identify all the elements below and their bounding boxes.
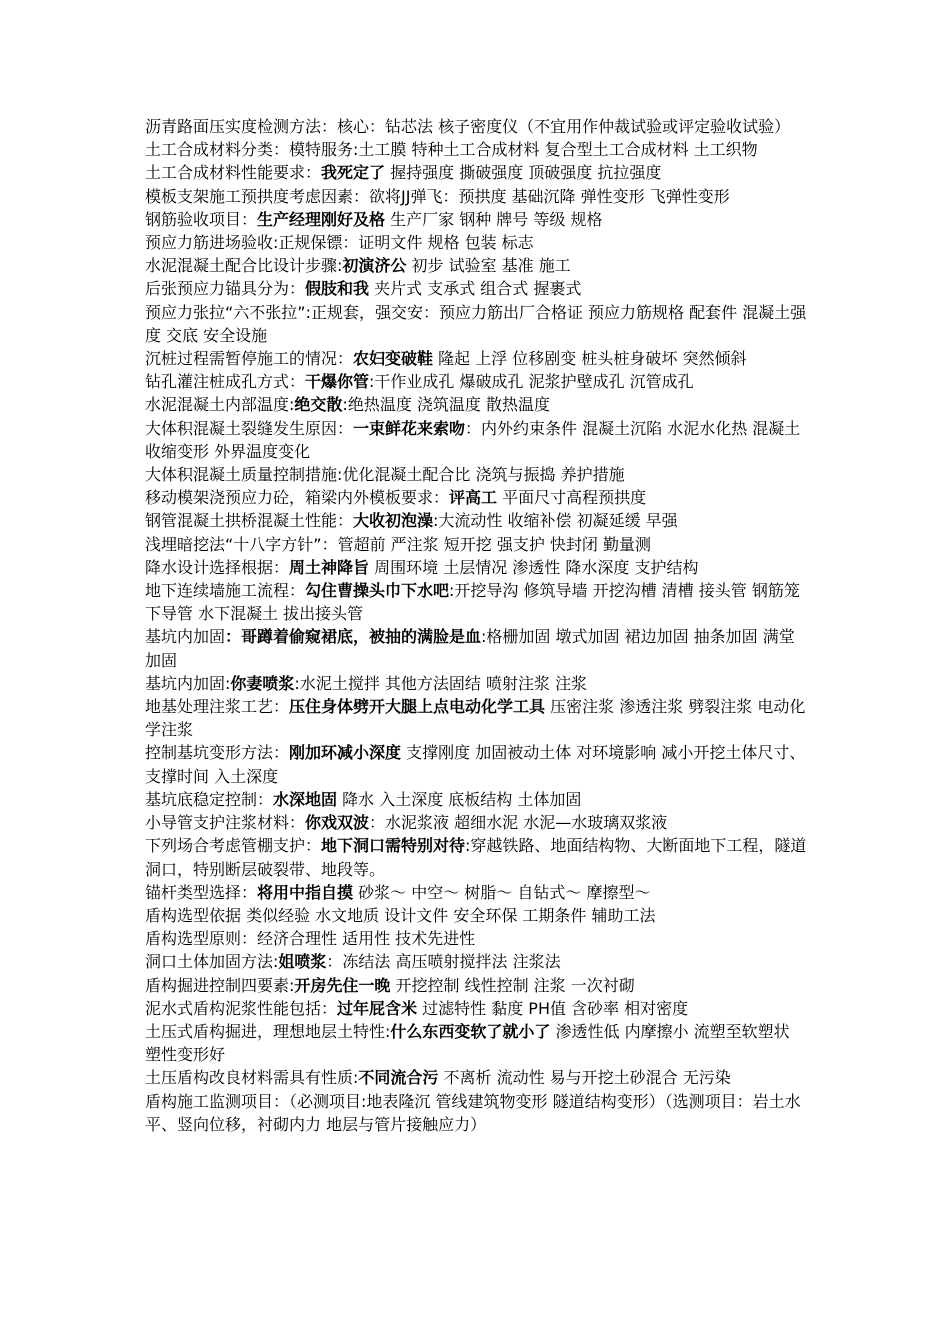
note-text: 基坑内加固 [145, 627, 226, 647]
note-text: 后张预应力锚具分为： [145, 279, 306, 299]
note-text: :大流动性 收缩补偿 初凝延缓 早强 [433, 511, 678, 531]
note-text: 大体积混凝土质量控制措施:优化混凝土配合比 浇筑与振捣 养护措施 [145, 465, 625, 485]
mnemonic-keyword: 将用中指自摸 [257, 882, 354, 902]
mnemonic-keyword: 农妇变破鞋 [353, 349, 434, 369]
note-line [145, 672, 810, 695]
mnemonic-keyword: 姐喷浆 [278, 952, 327, 972]
note-line [145, 301, 810, 347]
note-line [145, 138, 810, 161]
mnemonic-keyword: 地下洞口需特别对待 [321, 836, 466, 856]
note-line [145, 834, 810, 880]
note-text: 隆起 上浮 位移剧变 桩头桩身破坏 突然倾斜 [433, 349, 747, 369]
note-text: 沉桩过程需暂停施工的情况： [145, 349, 354, 369]
note-text: 降水 入土深度 底板结构 土体加固 [337, 789, 582, 809]
note-text: :绝热温度 浇筑温度 散热温度 [342, 395, 550, 415]
mnemonic-keyword: 我死定了 [321, 163, 386, 183]
note-text: 周围环境 土层情况 渗透性 降水深度 支护结构 [369, 557, 699, 577]
note-text: :开挖导沟 修筑导墙 开挖沟槽 清槽 接头管 钢筋笼 下导管 水下混凝土 拔出接头管 [145, 581, 800, 624]
note-line [145, 579, 810, 625]
mnemonic-keyword: 水深地固 [273, 789, 338, 809]
note-line [145, 788, 810, 811]
mnemonic-keyword: 不同流合污 [358, 1068, 439, 1088]
note-line [145, 1020, 810, 1066]
note-text: 降水设计选择根据： [145, 557, 290, 577]
note-text: 平面尺寸高程预拱度 [497, 488, 647, 508]
mnemonic-keyword: 压住身体劈开大腿上点电动化学工具 [289, 697, 546, 717]
note-text: 水泥混凝土内部温度: [145, 395, 295, 415]
note-line [145, 950, 810, 973]
note-text: ：冻结法 高压喷射搅拌法 注浆法 [326, 952, 561, 972]
note-text: 过滤特性 黏度 PH值 含砂率 相对密度 [417, 998, 689, 1018]
mnemonic-keyword: 什么东西变软了就小了 [390, 1021, 551, 1041]
mnemonic-keyword: 你戏双波 [305, 813, 370, 833]
note-text: 泥水式盾构泥浆性能包括： [145, 998, 338, 1018]
note-text: 渗透性低 内摩擦小 流塑至软塑状 塑性变形好 [145, 1021, 790, 1065]
notes-list [145, 115, 810, 1136]
note-line [145, 277, 810, 300]
note-text: 沥青路面压实度检测方法：核心：钻芯法 核子密度仪（不宜用作仲裁试验或评定验收试验） [145, 117, 791, 136]
note-line [145, 556, 810, 579]
note-line [145, 997, 810, 1020]
note-text: ：内外约束条件 混凝土沉陷 水泥水化热 混凝土收缩变形 外界温度变化 [145, 418, 801, 461]
mnemonic-keyword: 刚加环减小深度 [289, 743, 402, 763]
note-line [145, 417, 810, 463]
note-text: 初步 试验室 基准 施工 [406, 256, 571, 276]
note-line [145, 463, 810, 486]
mnemonic-keyword: 干爆你管 [305, 372, 370, 392]
note-text: 预应力筋进场验收:正规保镖：证明文件 规格 包装 标志 [145, 233, 534, 253]
note-text: 土工合成材料性能要求： [145, 163, 322, 183]
note-text: 压密注浆 渗透注浆 劈裂注浆 电动化学注浆 [145, 697, 806, 740]
note-line [145, 486, 810, 509]
note-line [145, 347, 810, 370]
note-text: 支撑刚度 加固被动土体 对环境影响 减小开挖土体尺寸、 支撑时间 入土深度 [145, 743, 806, 786]
note-text: 盾构选型原则：经济合理性 适用性 技术先进性 [145, 929, 476, 949]
note-text: 开挖控制 线性控制 注浆 一次衬砌 [390, 975, 635, 995]
note-line [145, 1066, 810, 1089]
mnemonic-keyword: 开房先住一晚 [294, 975, 391, 995]
note-line [145, 811, 810, 834]
mnemonic-keyword: 大收初泡澡 [353, 511, 434, 531]
mnemonic-keyword: 过年屁含米 [337, 998, 418, 1018]
note-text: 钢筋验收项目： [145, 209, 258, 229]
note-line [145, 695, 810, 741]
note-text: 地基处理注浆工艺： [145, 697, 290, 717]
note-line [145, 881, 810, 904]
note-text: 移动模架浇预应力砼，箱梁内外模板要求： [145, 488, 450, 508]
mnemonic-keyword: 初演济公 [342, 256, 407, 276]
note-text: 控制基坑变形方法： [145, 743, 290, 763]
note-text: 钻孔灌注桩成孔方式： [145, 372, 306, 392]
note-text: ：水泥浆液 超细水泥 水泥—水玻璃双浆液 [369, 813, 668, 833]
note-line [145, 904, 810, 927]
note-text: 地下连续墙施工流程： [145, 581, 306, 601]
note-text: 盾构施工监测项目：（必测项目:地表隆沉 管线建筑物变形 隧道结构变形）（选测项目：岩土水平、竖向位移，衬砌内力 地层与管片接触应力） [145, 1091, 801, 1134]
note-text: 小导管支护注浆材料： [145, 813, 306, 833]
note-text: 浅埋暗挖法“十八字方针”：管超前 严注浆 短开挖 强支护 快封闭 勤量测 [145, 534, 652, 554]
note-line [145, 741, 810, 787]
note-line [145, 974, 810, 997]
mnemonic-keyword: ：哥蹲着偷窥裙底，被抽的满脸是血 [225, 627, 482, 647]
note-line [145, 509, 810, 532]
note-line [145, 533, 810, 556]
note-text: 大体积混凝土裂缝发生原因： [145, 418, 354, 438]
note-line [145, 208, 810, 231]
note-line [145, 1090, 810, 1136]
note-text: :水泥土搅拌 其他方法固结 喷射注浆 注浆 [294, 673, 588, 693]
note-text: 不离析 流动性 易与开挖土砂混合 无污染 [438, 1068, 731, 1088]
note-text: 洞口土体加固方法: [145, 952, 279, 972]
mnemonic-keyword: 勾住曹操头巾下水吧 [305, 581, 450, 601]
note-text: :干作业成孔 爆破成孔 泥浆护壁成孔 沉管成孔 [369, 372, 694, 392]
mnemonic-keyword: 一束鲜花来索吻 [353, 418, 466, 438]
note-text: 盾构选型依据 类似经验 水文地质 设计文件 安全环保 工期条件 辅助工法 [145, 905, 656, 925]
note-text: 基坑内加固: [145, 673, 231, 693]
note-text: 生产厂家 钢种 牌号 等级 规格 [385, 209, 603, 229]
note-text: 下列场合考虑管棚支护： [145, 836, 322, 856]
mnemonic-keyword: 生产经理刚好及格 [257, 209, 386, 229]
note-line [145, 231, 810, 254]
note-line [145, 625, 810, 671]
note-text: 夹片式 支承式 组合式 握裹式 [369, 279, 582, 299]
note-text: 模板支架施工预拱度考虑因素：欲将JJ弹飞：预拱度 基础沉降 弹性变形 飞弹性变形 [145, 186, 730, 206]
note-text: 预应力张拉“六不张拉”:正规套，强交安：预应力筋出厂合格证 预应力筋规格 配套件 混凝土强度 交底 安全设施 [145, 302, 807, 345]
note-text: :格栅加固 墩式加固 裙边加固 抽条加固 满堂加固 [145, 627, 795, 670]
note-text: 土压盾构改良材料需具有性质: [145, 1068, 359, 1088]
note-text: 握持强度 撕破强度 顶破强度 抗拉强度 [385, 163, 662, 183]
note-text: 土工合成材料分类：模特服务:土工膜 特种土工合成材料 复合型土工合成材料 土工织物 [145, 140, 758, 160]
note-line [145, 161, 810, 184]
note-line [145, 185, 810, 208]
note-line [145, 393, 810, 416]
mnemonic-keyword: 你妻喷浆 [230, 673, 295, 693]
note-line [145, 927, 810, 950]
note-line [145, 254, 810, 277]
note-text: 砂浆～ 中空～ 树脂～ 自钻式～ 摩擦型～ [353, 882, 651, 902]
mnemonic-keyword: 绝交散 [294, 395, 343, 415]
note-text: 水泥混凝土配合比设计步骤: [145, 256, 343, 276]
note-line [145, 370, 810, 393]
mnemonic-keyword: 假肢和我 [305, 279, 370, 299]
note-text: 盾构掘进控制四要素: [145, 975, 295, 995]
note-text: :穿越铁路、地面结构物、大断面地下工程，隧道洞口，特别断层破裂带、地段等。 [145, 836, 807, 879]
note-text: 土压式盾构掘进，理想地层土特性: [145, 1021, 391, 1041]
note-line [145, 115, 810, 138]
note-text: 锚杆类型选择： [145, 882, 258, 902]
mnemonic-keyword: 评高工 [449, 488, 498, 508]
note-text: 钢管混凝土拱桥混凝土性能： [145, 511, 354, 531]
mnemonic-keyword: 周土神降旨 [289, 557, 370, 577]
note-text: 基坑底稳定控制： [145, 789, 274, 809]
